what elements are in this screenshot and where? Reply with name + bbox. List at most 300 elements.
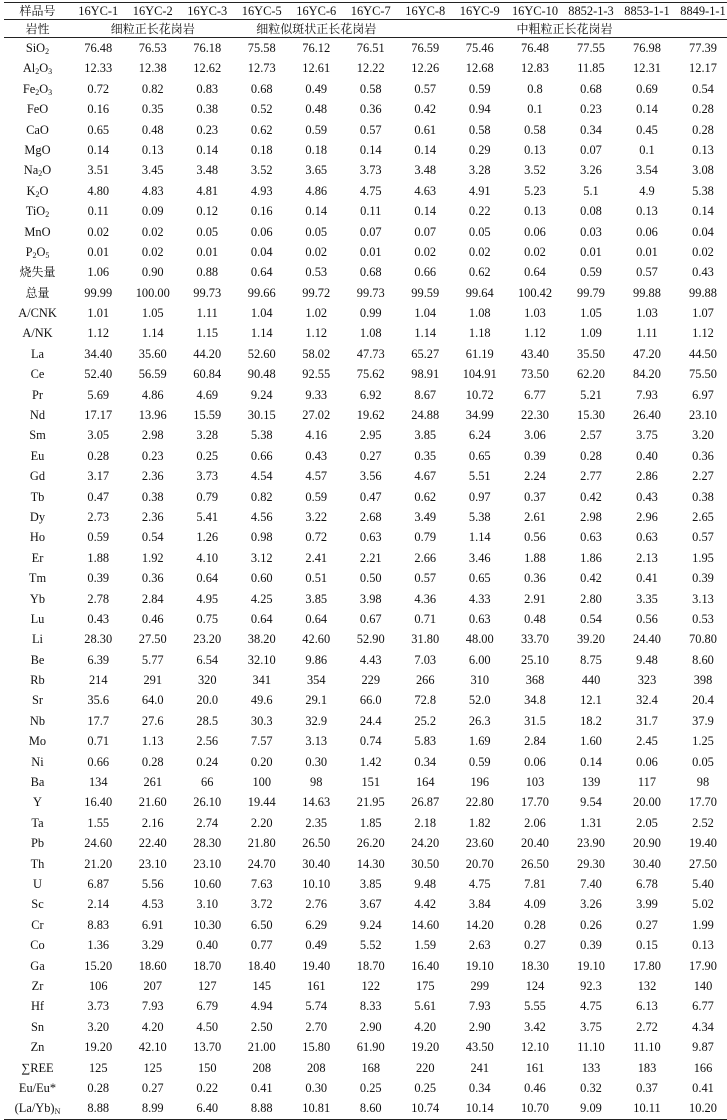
- value-cell: 4.25: [250, 591, 273, 606]
- value-cell: 73.50: [521, 367, 549, 382]
- value-cell: 2.68: [359, 509, 382, 524]
- value-cell: 4.10: [196, 550, 219, 565]
- table-row: [4, 487, 727, 507]
- row-label-subscript: 2: [45, 210, 50, 220]
- value-cell: 0.43: [636, 489, 658, 504]
- row-label-text: Sc: [31, 897, 44, 912]
- value-cell: 22.80: [465, 795, 494, 810]
- value-cell: 0.39: [580, 938, 602, 953]
- row-label: [4, 772, 71, 792]
- value-cell: 0.07: [359, 224, 382, 239]
- value-cell: 9.09: [563, 1098, 619, 1119]
- row-label-text: Sm: [29, 428, 46, 443]
- value-cell: 2.95: [359, 428, 382, 443]
- value-cell: 99.73: [193, 285, 222, 300]
- row-label-text: Zn: [30, 1040, 45, 1055]
- value-cell: 75.50: [689, 367, 717, 382]
- value-cell: 0.49: [305, 938, 328, 953]
- row-label: [4, 833, 71, 853]
- value-cell: 1.26: [196, 530, 219, 545]
- value-cell: 0.36: [141, 571, 164, 586]
- value-cell: 0.20: [250, 754, 273, 769]
- geochemistry-table-document: [4, 2, 726, 1120]
- value-cell: 4.91: [468, 183, 491, 198]
- value-cell: 0.05: [305, 224, 328, 239]
- value-cell: 17.80: [633, 958, 661, 973]
- value-cell: 0.88: [196, 265, 219, 280]
- value-cell: 99.64: [465, 285, 494, 300]
- value-cell: 4.94: [250, 999, 273, 1014]
- value-cell: 1.06: [87, 265, 110, 280]
- value-cell: 12.22: [356, 61, 385, 76]
- row-label: [4, 527, 71, 547]
- value-cell: 17.17: [84, 408, 113, 423]
- table-row: [4, 140, 727, 160]
- value-cell: 4.69: [196, 387, 219, 402]
- value-cell: 76.48: [84, 40, 113, 55]
- value-cell: 0.03: [580, 224, 602, 239]
- table-row: [4, 813, 727, 833]
- row-label-subscript: 2: [35, 87, 40, 97]
- table-row: [4, 629, 727, 649]
- value-cell: 10.10: [302, 877, 331, 891]
- value-cell: 0.64: [305, 611, 328, 626]
- row-label-text: Eu: [30, 448, 45, 463]
- row-label: [4, 1017, 71, 1037]
- value-cell: 0.06: [250, 224, 273, 239]
- value-cell: 18.70: [356, 958, 385, 973]
- value-cell: 125: [88, 1060, 108, 1075]
- value-cell: 2.70: [305, 1019, 328, 1034]
- value-cell: 6.13: [636, 999, 658, 1014]
- value-cell: 2.36: [141, 469, 164, 484]
- table-row: [4, 58, 727, 78]
- value-cell: 8.88: [71, 1098, 126, 1119]
- value-cell: 0.54: [580, 611, 602, 626]
- row-label-text: Tb: [30, 489, 45, 504]
- value-cell: 24.60: [84, 836, 113, 851]
- value-cell: 26.3: [468, 713, 491, 728]
- row-label: [4, 222, 71, 242]
- value-cell: 2.27: [692, 469, 714, 484]
- value-cell: 0.68: [250, 81, 273, 96]
- row-label: [4, 58, 71, 78]
- value-cell: 0.25: [359, 1080, 382, 1095]
- value-cell: 30.40: [633, 856, 661, 871]
- row-label: [4, 1058, 71, 1078]
- value-cell: 99.79: [577, 285, 605, 300]
- value-cell: 21.00: [247, 1040, 276, 1055]
- value-cell: 0.04: [250, 244, 273, 259]
- value-cell: 4.57: [305, 469, 328, 484]
- value-cell: 30.15: [247, 408, 276, 423]
- value-cell: 0.62: [250, 122, 273, 137]
- value-cell: 3.26: [580, 163, 602, 178]
- row-label: [4, 242, 71, 262]
- row-label: [4, 915, 71, 935]
- value-cell: 0.14: [692, 204, 714, 219]
- value-cell: 8.83: [87, 917, 110, 932]
- table-row: [4, 691, 727, 711]
- header-row: [4, 3, 727, 20]
- value-cell: 0.63: [468, 611, 491, 626]
- value-cell: 6.00: [468, 652, 491, 667]
- value-cell: 2.76: [305, 897, 328, 912]
- value-cell: 0.8: [527, 81, 543, 96]
- value-cell: 1.07: [692, 306, 714, 321]
- value-cell: 3.85: [359, 877, 382, 891]
- row-label-text: K: [26, 183, 36, 198]
- value-cell: 76.48: [521, 40, 549, 55]
- value-cell: 0.68: [359, 265, 382, 280]
- value-cell: 3.99: [636, 897, 658, 912]
- value-cell: 23.10: [689, 408, 717, 423]
- value-cell: 1.60: [580, 734, 602, 749]
- value-cell: 6.87: [87, 877, 110, 891]
- value-cell: 23.60: [465, 836, 494, 851]
- value-cell: 3.28: [196, 428, 219, 443]
- value-cell: 0.12: [196, 204, 219, 219]
- value-cell: 0.56: [524, 530, 546, 545]
- value-cell: 3.52: [250, 163, 273, 178]
- value-cell: 3.10: [196, 897, 219, 912]
- row-label: [4, 752, 71, 772]
- value-cell: 1.59: [414, 938, 437, 953]
- row-label: [4, 1098, 71, 1119]
- value-cell: 4.86: [141, 387, 164, 402]
- value-cell: 0.43: [692, 265, 714, 280]
- row-label: [4, 874, 71, 894]
- value-cell: 20.0: [196, 693, 219, 708]
- value-cell: 3.56: [359, 469, 382, 484]
- value-cell: 32.9: [305, 713, 328, 728]
- value-cell: 1.31: [580, 815, 602, 830]
- value-cell: 368: [525, 673, 545, 688]
- table-row: [4, 996, 727, 1016]
- table-row: [4, 731, 727, 751]
- value-cell: 100.00: [135, 285, 170, 300]
- value-cell: 90.48: [247, 367, 276, 382]
- sample-header-cell: 16YC-8: [398, 3, 453, 20]
- value-cell: 0.59: [305, 489, 328, 504]
- value-cell: 0.79: [196, 489, 219, 504]
- value-cell: 1.86: [580, 550, 602, 565]
- value-cell: 1.95: [692, 550, 714, 565]
- value-cell: 100: [252, 775, 272, 790]
- value-cell: 4.63: [414, 183, 437, 198]
- value-cell: 0.48: [305, 102, 328, 117]
- value-cell: 0.16: [250, 204, 273, 219]
- value-cell: 5.23: [524, 183, 546, 198]
- value-cell: 0.09: [141, 204, 164, 219]
- value-cell: 0.68: [580, 81, 602, 96]
- row-label: [4, 568, 71, 588]
- value-cell: 52.60: [247, 346, 276, 361]
- value-cell: 98: [696, 775, 710, 790]
- value-cell: 0.27: [359, 448, 382, 463]
- value-cell: 8.99: [126, 1098, 181, 1119]
- value-cell: 3.20: [87, 1019, 110, 1034]
- value-cell: 2.05: [636, 815, 658, 830]
- value-cell: 0.64: [250, 611, 273, 626]
- value-cell: 0.67: [359, 611, 382, 626]
- value-cell: 3.98: [359, 591, 382, 606]
- value-cell: 0.27: [524, 938, 546, 953]
- value-cell: 3.35: [636, 591, 658, 606]
- row-label-subscript: 2: [38, 169, 43, 179]
- value-cell: 10.60: [193, 877, 222, 891]
- rock-type-group: 细粒似斑状正长花岗岩: [235, 20, 399, 38]
- value-cell: 0.71: [87, 734, 110, 749]
- value-cell: 22.30: [521, 408, 549, 423]
- value-cell: 19.62: [356, 408, 385, 423]
- value-cell: 0.25: [414, 1080, 437, 1095]
- value-cell: 220: [415, 1060, 435, 1075]
- value-cell: 0.65: [468, 571, 491, 586]
- value-cell: 0.77: [250, 938, 273, 953]
- value-cell: 9.33: [305, 387, 328, 402]
- row-label-text: Ga: [30, 958, 45, 973]
- value-cell: 9.48: [636, 652, 658, 667]
- value-cell: 0.01: [87, 244, 110, 259]
- table-row: [4, 222, 727, 242]
- row-label: [4, 323, 71, 343]
- value-cell: 9.86: [305, 652, 328, 667]
- table-row: [4, 242, 727, 262]
- value-cell: 7.93: [636, 387, 658, 402]
- value-cell: 0.02: [692, 244, 714, 259]
- sample-header-cell: 16YC-7: [344, 3, 399, 20]
- row-label: [4, 691, 71, 711]
- sample-header-cell: 16YC-9: [453, 3, 508, 20]
- value-cell: 0.34: [468, 1080, 491, 1095]
- value-cell: 15.80: [302, 1040, 331, 1055]
- row-label: [4, 711, 71, 731]
- value-cell: 2.98: [580, 509, 602, 524]
- value-cell: 19.20: [411, 1040, 440, 1055]
- value-cell: 0.90: [141, 265, 164, 280]
- value-cell: 4.9: [639, 183, 655, 198]
- value-cell: 440: [581, 673, 601, 688]
- value-cell: 166: [693, 1060, 713, 1075]
- value-cell: 261: [143, 775, 163, 790]
- value-cell: 30.50: [411, 856, 440, 871]
- value-cell: 10.14: [453, 1098, 508, 1119]
- value-cell: 0.63: [359, 530, 382, 545]
- value-cell: 13.70: [193, 1040, 222, 1055]
- value-cell: 4.50: [196, 1019, 219, 1034]
- value-cell: 3.48: [196, 163, 219, 178]
- row-label-text: Cr: [31, 917, 44, 932]
- value-cell: 0.28: [692, 102, 714, 117]
- value-cell: 1.92: [141, 550, 164, 565]
- row-label-text: ∑REE: [21, 1060, 54, 1075]
- value-cell: 0.29: [468, 142, 491, 157]
- value-cell: 2.65: [692, 509, 714, 524]
- value-cell: 77.55: [577, 40, 605, 55]
- row-label-subscript: 2: [45, 46, 50, 56]
- value-cell: 47.20: [633, 346, 661, 361]
- row-label: [4, 894, 71, 914]
- value-cell: 2.50: [250, 1019, 273, 1034]
- value-cell: 3.46: [468, 550, 491, 565]
- value-cell: 104.91: [462, 367, 497, 382]
- value-cell: 12.10: [521, 1040, 549, 1055]
- value-cell: 5.61: [414, 999, 437, 1014]
- value-cell: 3.17: [87, 469, 110, 484]
- value-cell: 77.39: [689, 40, 717, 55]
- value-cell: 0.23: [141, 448, 164, 463]
- value-cell: 0.64: [196, 571, 219, 586]
- value-cell: 0.28: [141, 754, 164, 769]
- value-cell: 0.35: [141, 102, 164, 117]
- value-cell: 0.07: [580, 142, 602, 157]
- value-cell: 0.63: [580, 530, 602, 545]
- value-cell: 100.42: [517, 285, 553, 300]
- value-cell: 208: [252, 1060, 272, 1075]
- value-cell: 5.69: [87, 387, 110, 402]
- row-label-text: Li: [31, 632, 43, 647]
- value-cell: 0.34: [414, 754, 437, 769]
- table-row: [4, 752, 727, 772]
- value-cell: 1.14: [414, 326, 437, 341]
- value-cell: 20.70: [465, 856, 494, 871]
- row-label-text: Pr: [31, 387, 44, 402]
- row-label-text: La: [30, 346, 45, 361]
- value-cell: 4.83: [141, 183, 164, 198]
- value-cell: 15.30: [577, 408, 605, 423]
- row-label-text: CaO: [26, 122, 49, 137]
- table-row: [4, 1058, 727, 1078]
- value-cell: 4.81: [196, 183, 219, 198]
- row-label-text: (La/Yb): [14, 1101, 55, 1116]
- value-cell: 1.08: [359, 326, 382, 341]
- value-cell: 10.30: [193, 917, 222, 932]
- value-cell: 117: [637, 775, 657, 790]
- value-cell: 64.0: [141, 693, 164, 708]
- row-label-text: A/NK: [22, 326, 53, 341]
- value-cell: 12.73: [247, 61, 276, 76]
- value-cell: 0.57: [359, 122, 382, 137]
- table-row: [4, 874, 727, 894]
- value-cell: 7.03: [414, 652, 437, 667]
- row-label: [4, 629, 71, 649]
- value-cell: 5.52: [359, 938, 382, 953]
- value-cell: 2.24: [524, 469, 546, 484]
- value-cell: 0.82: [250, 489, 273, 504]
- value-cell: 323: [637, 673, 657, 688]
- value-cell: 0.13: [524, 142, 546, 157]
- row-label-subscript: 2: [35, 67, 40, 77]
- value-cell: 8.75: [580, 652, 602, 667]
- value-cell: 0.36: [359, 102, 382, 117]
- row-label-text: Ni: [31, 754, 44, 769]
- row-label-text: Dy: [29, 509, 46, 524]
- table-row: [4, 1078, 727, 1098]
- value-cell: 0.14: [87, 142, 110, 157]
- value-cell: 27.50: [138, 632, 167, 647]
- value-cell: 4.42: [414, 897, 437, 912]
- value-cell: 5.38: [468, 509, 491, 524]
- value-cell: 0.13: [692, 938, 714, 953]
- value-cell: 0.02: [414, 244, 437, 259]
- value-cell: 12.1: [580, 693, 602, 708]
- value-cell: 66.0: [359, 693, 382, 708]
- value-cell: 0.01: [359, 244, 382, 259]
- value-cell: 0.75: [196, 611, 219, 626]
- value-cell: 208: [306, 1060, 326, 1075]
- value-cell: 2.73: [87, 509, 110, 524]
- table-row: [4, 568, 727, 588]
- value-cell: 19.44: [247, 795, 276, 810]
- value-cell: 0.13: [692, 142, 714, 157]
- value-cell: 76.51: [356, 40, 385, 55]
- value-cell: 7.81: [524, 877, 546, 891]
- value-cell: 132: [637, 978, 657, 993]
- value-cell: 18.70: [193, 958, 222, 973]
- value-cell: 30.40: [302, 856, 331, 871]
- value-cell: 1.88: [524, 550, 546, 565]
- value-cell: 7.93: [141, 999, 164, 1014]
- value-cell: 58.02: [302, 346, 331, 361]
- value-cell: 0.16: [87, 102, 110, 117]
- value-cell: 28.5: [196, 713, 219, 728]
- geochemistry-data-table: [4, 2, 727, 1120]
- value-cell: 3.54: [636, 163, 658, 178]
- value-cell: 99.88: [689, 285, 717, 300]
- value-cell: 3.73: [87, 999, 110, 1014]
- value-cell: 291: [143, 673, 163, 688]
- value-cell: 0.01: [636, 244, 658, 259]
- row-label: [4, 935, 71, 955]
- table-row: [4, 405, 727, 425]
- table-row: [4, 79, 727, 99]
- row-label: [4, 425, 71, 445]
- value-cell: 0.06: [524, 754, 546, 769]
- value-cell: 25.10: [521, 652, 549, 667]
- value-cell: 2.36: [141, 509, 164, 524]
- value-cell: 0.35: [414, 448, 437, 463]
- value-cell: 0.07: [414, 224, 437, 239]
- value-cell: 0.57: [414, 571, 437, 586]
- value-cell: 76.53: [138, 40, 167, 55]
- value-cell: 0.02: [305, 244, 328, 259]
- value-cell: 61.19: [465, 346, 494, 361]
- value-cell: 23.20: [193, 632, 222, 647]
- value-cell: 9.24: [359, 917, 382, 932]
- value-cell: 0.42: [580, 489, 602, 504]
- value-cell: 0.63: [636, 530, 658, 545]
- value-cell: 0.46: [141, 611, 164, 626]
- value-cell: 0.15: [636, 938, 658, 953]
- row-label-subscript-2: 3: [48, 67, 53, 77]
- value-cell: 0.52: [250, 102, 273, 117]
- value-cell: 0.18: [250, 142, 273, 157]
- value-cell: 1.14: [468, 530, 491, 545]
- value-cell: 18.60: [138, 958, 167, 973]
- value-cell: 12.33: [84, 61, 113, 76]
- value-cell: 0.34: [580, 122, 602, 137]
- value-cell: 0.30: [305, 754, 328, 769]
- value-cell: 0.28: [524, 917, 546, 932]
- value-cell: 12.68: [465, 61, 494, 76]
- value-cell: 0.65: [87, 122, 110, 137]
- value-cell: 0.11: [87, 204, 109, 219]
- value-cell: 26.40: [633, 408, 661, 423]
- value-cell: 196: [470, 775, 490, 790]
- sample-header-cell: 16YC-5: [235, 3, 290, 20]
- value-cell: 2.86: [636, 469, 658, 484]
